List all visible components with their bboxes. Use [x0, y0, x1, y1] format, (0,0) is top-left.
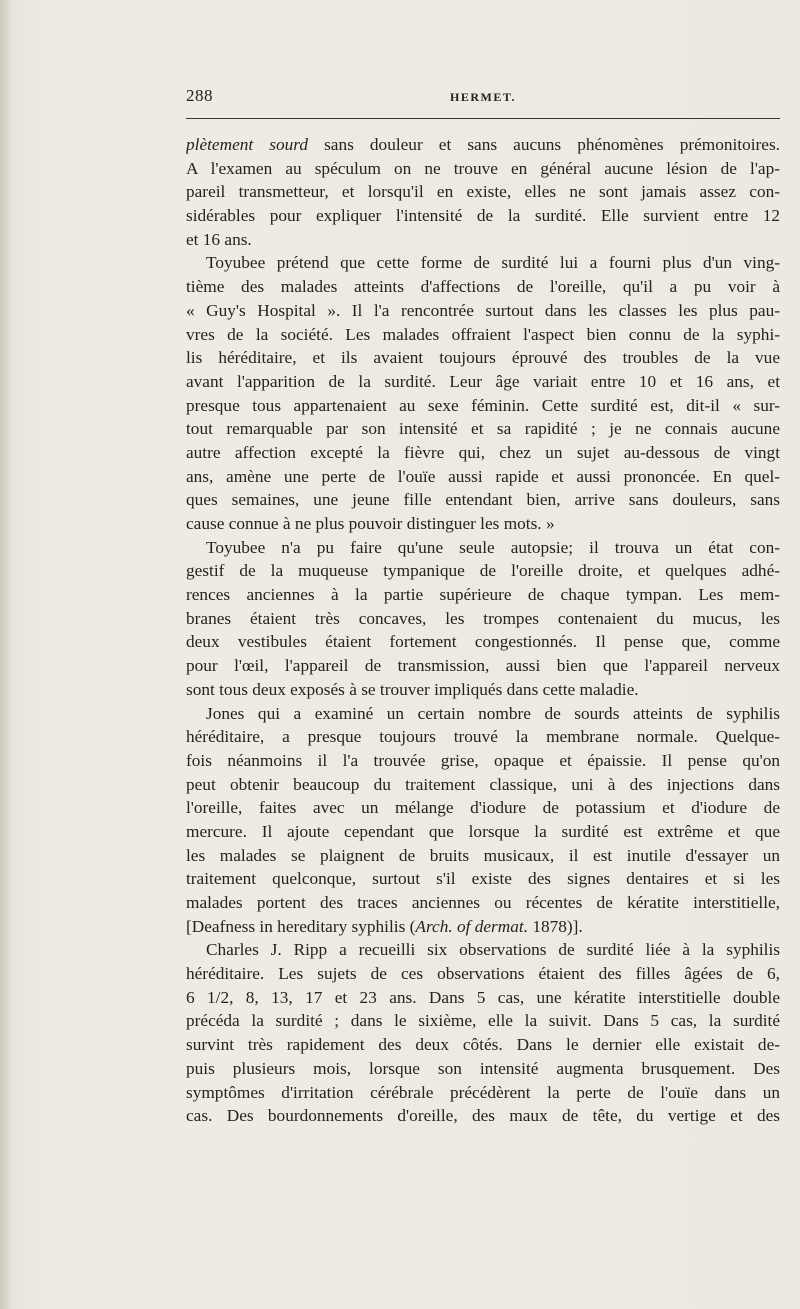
text-line: sidérables pour expliquer l'intensité de la surdité. Elle survient entre 12	[186, 206, 780, 226]
text-line: peut obtenir beaucoup du traitement classique, uni à des injections dans	[186, 774, 780, 794]
paragraph-start: Toyubee prétend que cette forme de surdité lui a fourni plus d'un ving-	[206, 253, 780, 273]
text-line: deux vestibules étaient fortement congestionnés. Il pense que, comme	[186, 632, 780, 652]
page-number: 288	[186, 86, 213, 105]
running-head: HERMET.	[450, 90, 516, 104]
text-line: cas. Des bourdonnements d'oreille, des maux de tête, du vertige et des	[186, 1106, 780, 1126]
text-line: héréditaire. Les sujets de ces observations étaient des filles âgées de 6,	[186, 964, 780, 984]
text-line: cause connue à ne plus pouvoir distinguer les mots. »	[186, 514, 555, 533]
text-line: mercure. Il ajoute cependant que lorsque la surdité est extrême et que	[186, 821, 780, 841]
text-line: symptômes d'irritation cérébrale précédèrent la perte de l'ouïe dans un	[186, 1082, 780, 1102]
text-line: « Guy's Hospital ». Il l'a rencontrée surtout dans les classes les plus pau-	[186, 300, 780, 320]
text-line: puis plusieurs mois, lorsque son intensité augmenta brusquement. Des	[186, 1058, 780, 1078]
header-rule	[186, 118, 780, 119]
text-line: survint très rapidement des deux côtés. Dans le dernier elle existait de-	[186, 1035, 780, 1055]
italic-phrase: plètement sourd	[186, 135, 308, 154]
text-line: plètement sourd sans douleur et sans aucuns phénomènes prémonitoires.	[186, 135, 780, 154]
text-line: vres de la société. Les malades offraient l'aspect bien connu de la syphi-	[186, 324, 780, 344]
body-text	[186, 133, 780, 1128]
page-header	[186, 86, 780, 110]
page-spine-shadow	[0, 0, 10, 1309]
text-line: branes étaient très concaves, les trompes contenaient du mucus, les	[186, 608, 780, 628]
text-line: autre affection excepté la fièvre qui, chez un sujet au-dessous de vingt	[186, 442, 780, 462]
text-line: avant l'apparition de la surdité. Leur âge variait entre 10 et 16 ans, et	[186, 371, 780, 391]
text-line: héréditaire, a presque toujours trouvé la membrane normale. Quelque-	[186, 727, 780, 747]
text-line: 6 1/2, 8, 13, 17 et 23 ans. Dans 5 cas, une kératite interstitielle double	[186, 987, 780, 1007]
text-line: pour l'œil, l'appareil de transmission, aussi bien que l'appareil nerveux	[186, 656, 780, 676]
paragraph-start: Toyubee n'a pu faire qu'une seule autopsie; il trouva un état con-	[206, 537, 780, 557]
text-line: [Deafness in hereditary syphilis (Arch. of dermat. 1878)].	[186, 916, 583, 936]
text-line: gestif de la muqueuse tympanique de l'oreille droite, et quelques adhé-	[186, 561, 780, 581]
text-line: presque tous appartenaient au sexe féminin. Cette surdité est, dit-il « sur-	[186, 395, 780, 415]
text-line: traitement quelconque, surtout s'il existe des signes dentaires et si les	[186, 869, 780, 889]
text-line: précéda la surdité ; dans le sixième, elle la suivit. Dans 5 cas, la surdité	[186, 1011, 780, 1031]
text-line: pareil transmetteur, et lorsqu'il en existe, elles ne sont jamais assez con-	[186, 182, 780, 202]
text-line: malades portent des traces anciennes ou récentes de kératite interstitielle,	[186, 893, 780, 912]
paragraph-start: Jones qui a examiné un certain nombre de sourds atteints de syphilis	[206, 703, 780, 723]
text-line: lis héréditaire, et ils avaient toujours éprouvé des troubles de la vue	[186, 348, 780, 368]
text-line: fois néanmoins il l'a trouvée grise, opaque et épaissie. Il pense qu'on	[186, 750, 780, 770]
text-line: ans, amène une perte de l'ouïe aussi rapide et aussi prononcée. En quel-	[186, 466, 780, 486]
text-line: et 16 ans.	[186, 229, 252, 249]
text-line: les malades se plaignent de bruits musicaux, il est inutile d'essayer un	[186, 845, 780, 865]
text-line: l'oreille, faites avec un mélange d'iodure de potassium et d'iodure de	[186, 798, 780, 818]
text-line: A l'examen au spéculum on ne trouve en général aucune lésion de l'ap-	[186, 158, 780, 178]
text-line: tième des malades atteints d'affections de l'oreille, qu'il a pu voir à	[186, 277, 780, 297]
italic-citation: Arch. of dermat.	[415, 916, 529, 936]
text-line: rences anciennes à la partie supérieure de chaque tympan. Les mem-	[186, 585, 780, 605]
text-line: tout remarquable par son intensité et sa rapidité ; je ne connais aucune	[186, 419, 780, 439]
text-line: ques semaines, une jeune fille entendant bien, arrive sans douleurs, sans	[186, 490, 780, 510]
text-line: sont tous deux exposés à se trouver impliqués dans cette maladie.	[186, 679, 639, 699]
paragraph-start: Charles J. Ripp a recueilli six observations de surdité liée à la syphilis	[206, 940, 780, 960]
